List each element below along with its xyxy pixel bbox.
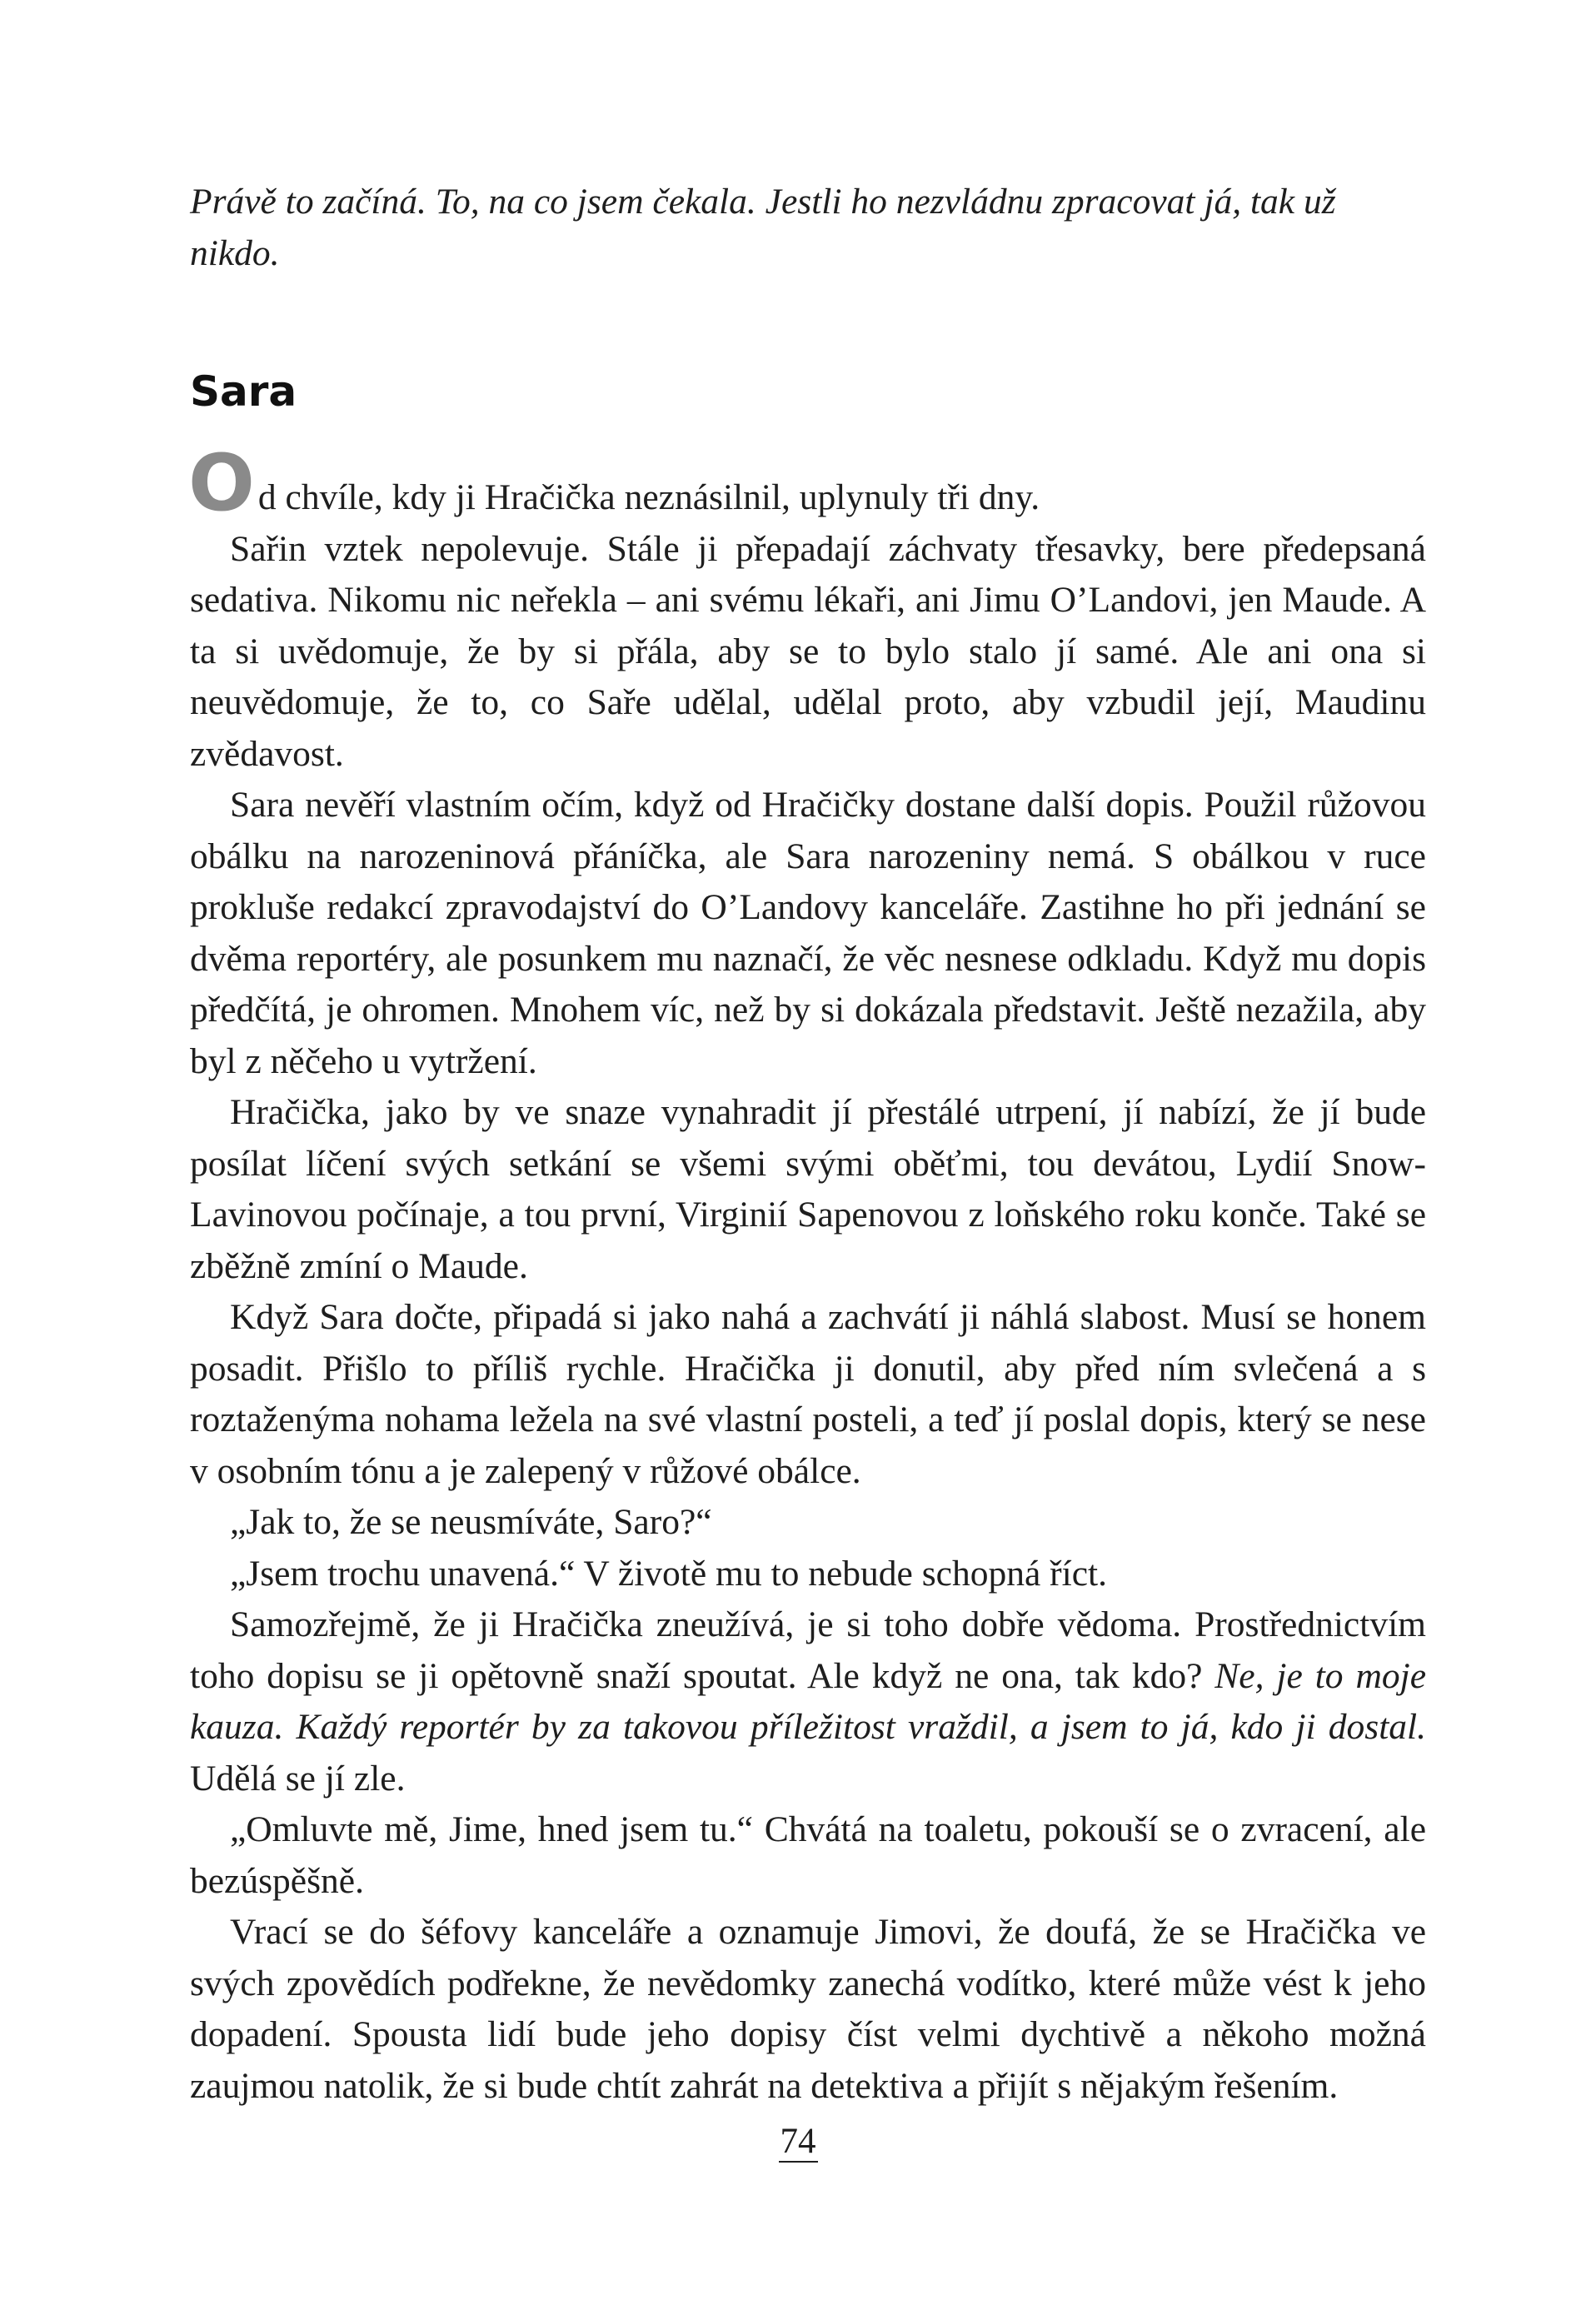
paragraph-text: Samozřejmě, že ji Hračička zneužívá, je si toho dobře vědoma. Prostřednictvím toho dopisu se ji opětovně snaží spoutat. Ale když ne ona, tak kdo? xyxy=(190,1604,1426,1696)
epigraph xyxy=(190,177,1426,279)
dialogue-line: „Omluvte mě, Jime, hned jsem tu.“ Chvátá na toaletu, pokouší se o zvracení, ale bezúspěšně. xyxy=(190,1809,1426,1901)
drop-cap: O xyxy=(188,438,255,529)
opening-line: d chvíle, kdy ji Hračička neznásilnil, uplynuly tři dny. xyxy=(257,477,1040,517)
page-number-text: 74 xyxy=(780,2122,816,2161)
paragraph: Vrací se do šéfovy kanceláře a oznamuje Jimovi, že doufá, že se Hračička ve svých zpovědích podřekne, že nevědomky zanechá vodítko, které může vést k jeho dopadení. Spousta lidí bude jeho dopisy číst velmi dychtivě a někoho možná zaujmou natolik, že si bude chtít zahrát na detektiva a přijít s nějakým řešením. xyxy=(190,1912,1426,2106)
paragraph: Sařin vztek nepolevuje. Stále ji přepadají záchvaty třesavky, bere předepsaná sedativa. Nikomu nic neřekla – ani svému lékaři, ani Jimu O’Landovi, jen Maude. A ta si uvědomuje, že by si přála, aby se to bylo stalo jí samé. Ale ani ona si neuvědomuje, že to, co Saře udělal, udělal proto, aby vzbudil její, Maudinu zvědavost. xyxy=(190,528,1426,774)
paragraph xyxy=(190,1599,1426,1804)
epigraph-text: Právě to začíná. To, na co jsem čekala. Jestli ho nezvládnu zpracovat já, tak už nikdo. xyxy=(190,182,1336,273)
dialogue-line: „Jak to, že se neusmíváte, Saro?“ xyxy=(230,1502,712,1542)
inner-thought: Ne, je to moje kauza. Každý reportér by za takovou příležitost vraždil, a jsem to já, kdo ji dostal. xyxy=(190,1655,1426,1747)
paragraph: Sara nevěří vlastním očím, když od Hračičky dostane další dopis. Použil růžovou obálku na narozeninová přáníčka, ale Sara narozeniny nemá. S obálkou v ruce prokluše redakcí zpravodajství do O’Landovy kanceláře. Zastihne ho při jednání se dvěma reportéry, ale posunkem mu naznačí, že věc nesnese odkladu. Když mu dopis předčítá, je ohromen. Mnohem víc, než by si dokázala představit. Ještě nezažila, aby byl z něčeho u vytržení. xyxy=(190,785,1426,1081)
dialogue-line: „Jsem trochu unavená.“ V životě mu to nebude schopná říct. xyxy=(230,1553,1107,1594)
section-heading: Sara xyxy=(190,367,297,416)
page-number xyxy=(0,2121,1596,2163)
paragraph: Hračička, jako by ve snaze vynahradit jí přestálé utrpení, jí nabízí, že jí bude posílat líčení svých setkání se všemi svými oběťmi, tou devátou, Lydií Snow-Lavinovou počínaje, a tou první, Virginií Sapenovou z loňského roku konče. Také se zběžně zmíní o Maude. xyxy=(190,1092,1426,1286)
paragraph: Když Sara dočte, připadá si jako nahá a zachvátí ji náhlá slabost. Musí se honem posadit. Přišlo to příliš rychle. Hračička ji donutil, aby před ním svlečená a s roztaženýma nohama ležela na své vlastní posteli, a teď jí poslal dopis, který se nese v osobním tónu a je zalepený v růžové obálce. xyxy=(190,1297,1426,1491)
opening-paragraph xyxy=(188,438,1426,529)
paragraph-text: Udělá se jí zle. xyxy=(190,1758,406,1799)
body-text xyxy=(188,438,1426,2112)
